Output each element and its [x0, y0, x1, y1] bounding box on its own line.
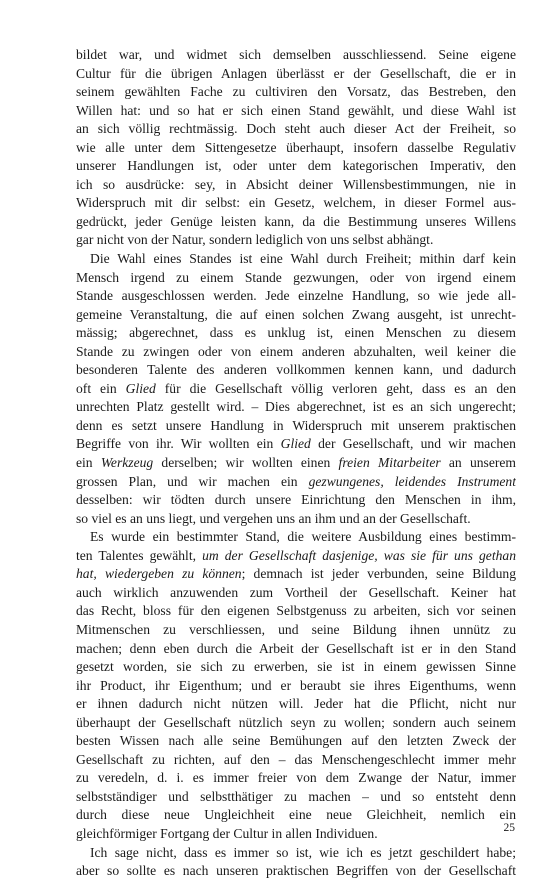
- text-line: Stande ausgeschlossen werden. Jede einzelne Handlung, so wie jede all-: [76, 288, 516, 304]
- text-line: Begriffe von ihr. Wir wollten ein Glied der Gesellschaft, und wir machen: [76, 436, 516, 452]
- emphasis: hat, wiedergeben zu können: [76, 566, 242, 582]
- text-line: gedrückt, jeder Genüge leisten kann, da die Bestimmung unseres Willens: [76, 213, 516, 229]
- text-line: aber so sollte es nach unseren praktischen Begriffen von der Gesellschaft: [76, 863, 516, 879]
- text-line: Die Wahl eines Standes ist eine Wahl durch Freiheit; mithin darf kein: [90, 251, 516, 267]
- emphasis: Werkzeug: [100, 455, 154, 471]
- text-line: auch wirklich anzuwenden zum Vortheil der Gesellschaft. Keiner hat: [76, 584, 516, 600]
- text-line: Gesellschaft zu richten, auf den – das Menschengeschlecht immer mehr: [76, 751, 516, 767]
- text-line: grossen Plan, und wir machen ein gezwungenes, leidendes Instrument: [76, 473, 516, 489]
- text-line: besten Wissen nach alle seine Bemühungen auf den letzten Zweck der: [76, 733, 516, 749]
- body-text: [76, 46, 516, 881]
- paragraph: [76, 250, 516, 528]
- text-line: selbstständiger und selbstthätiger zu machen – und so entsteht denn: [76, 788, 516, 804]
- text-line: oft ein Glied für die Gesellschaft völlig verloren geht, dass es an den: [76, 380, 516, 396]
- text-line: unserer Handlungen ist, oder unter dem kategorischen Imperativ, den: [76, 158, 516, 174]
- emphasis: um der Gesellschaft dasjenige, was sie für uns gethan: [202, 547, 516, 563]
- text-line: besonderen Talente des anderen vollkommen kennen kann, und dadurch: [76, 362, 516, 378]
- paragraph: [76, 528, 516, 843]
- emphasis: gezwungenes, leidendes Instrument: [308, 473, 516, 489]
- text-line: seinem gewählten Fache zu cultiviren den Vorsatz, das Bestreben, den: [76, 84, 516, 100]
- text-line: wie alle unter dem Sittengesetze überhaupt, insofern dasselbe Regulativ: [76, 139, 516, 155]
- text-line: Stande zu zwingen oder von einem anderen abzuhalten, weil keiner die: [76, 343, 516, 359]
- text-line: hat, wiedergeben zu können; demnach ist jeder verbunden, seine Bildung: [76, 566, 516, 582]
- text-line: Ich sage nicht, dass es immer so ist, wie ich es jetzt geschildert habe;: [90, 844, 516, 860]
- text-line: Mitmenschen zu verschliessen, und seine Bildung ihnen unnütz zu: [76, 621, 516, 637]
- text-line: Willen hat: und so hat er sich einen Stand gewählt, und diese Wahl ist: [76, 102, 516, 118]
- text-line: unrechten Platz gestellt wird. – Dies abgerechnet, ist es an sich ungerecht;: [76, 399, 516, 415]
- text-line: das Recht, bloss für den eigenen Selbstgenuss zu arbeiten, sich vor seinen: [76, 603, 516, 619]
- text-line: gleichförmiger Fortgang der Cultur in allen Individuen.: [76, 825, 378, 841]
- text-line: Cultur für die übrigen Anlagen überlässt er der Gesellschaft, die er in: [76, 65, 516, 81]
- emphasis: Glied: [125, 380, 156, 396]
- emphasis: Glied: [280, 436, 311, 452]
- text-line: ten Talentes gewählt, um der Gesellschaft dasjenige, was sie für uns gethan: [76, 547, 516, 563]
- text-line: Widerspruch mit dir selbst: ein Gesetz, welchem, in dieser Formel aus-: [76, 195, 516, 211]
- text-line: überhaupt der Gesellschaft nützlich seyn zu wollen; sondern auch seinem: [76, 714, 516, 730]
- text-line: ein Werkzeug derselben; wir wollten einen freien Mitarbeiter an unserem: [76, 455, 516, 471]
- text-line: er ihnen dadurch nicht nützen will. Jeder hat die Pflicht, nicht nur: [76, 696, 516, 712]
- text-line: zu veredeln, d. i. es immer freier von dem Zwange der Natur, immer: [76, 770, 516, 786]
- text-line: machen; denn eben durch die Arbeit der Gesellschaft ist er in den Stand: [76, 640, 516, 656]
- text-line: gesetzt worden, sie sich zu erwerben, sie ist in einem gewissen Sinne: [76, 659, 516, 675]
- text-line: Mensch irgend zu einem Stande gezwungen, oder von irgend einem: [76, 269, 516, 285]
- text-line: bildet war, und widmet sich demselben ausschliessend. Seine eigene: [76, 47, 516, 62]
- paragraph: [76, 46, 516, 250]
- text-line: desselben: wir tödten durch unsere Einrichtung den Menschen in ihm,: [76, 492, 516, 508]
- paragraph: [76, 844, 516, 881]
- text-line: an sich völlig rechtmässig. Doch steht auch dieser Act der Freiheit, so: [76, 121, 516, 137]
- text-line: ihr Product, ihr Eigenthum; und er beraubt sie ihres Eigenthums, wenn: [76, 677, 516, 693]
- text-line: so viel es an uns liegt, und vergehen uns an ihm und an der Gesellschaft.: [76, 510, 471, 526]
- text-line: mässig; abgerechnet, dass es unklug ist, einen Menschen zu diesem: [76, 325, 516, 341]
- emphasis: freien Mitarbeiter: [338, 455, 441, 471]
- text-line: durch diese neue Ungleichheit eine neue Gleichheit, nemlich ein: [76, 807, 516, 823]
- text-line: Es wurde ein bestimmter Stand, die weitere Ausbildung eines bestimm-: [90, 529, 516, 545]
- text-line: ich so ausdrücke: sey, in Absicht deiner Willensbestimmungen, nie in: [76, 176, 516, 192]
- page-number: 25: [503, 822, 515, 834]
- text-line: denn es setzt unsere Handlung in Widerspruch mit unserem praktischen: [76, 417, 516, 433]
- text-line: gar nicht von der Natur, sondern lediglich von uns selbst abhängt.: [76, 232, 434, 248]
- text-line: gemeine Veranstaltung, die auf einen solchen Zwang ausgeht, ist unrecht-: [76, 306, 516, 322]
